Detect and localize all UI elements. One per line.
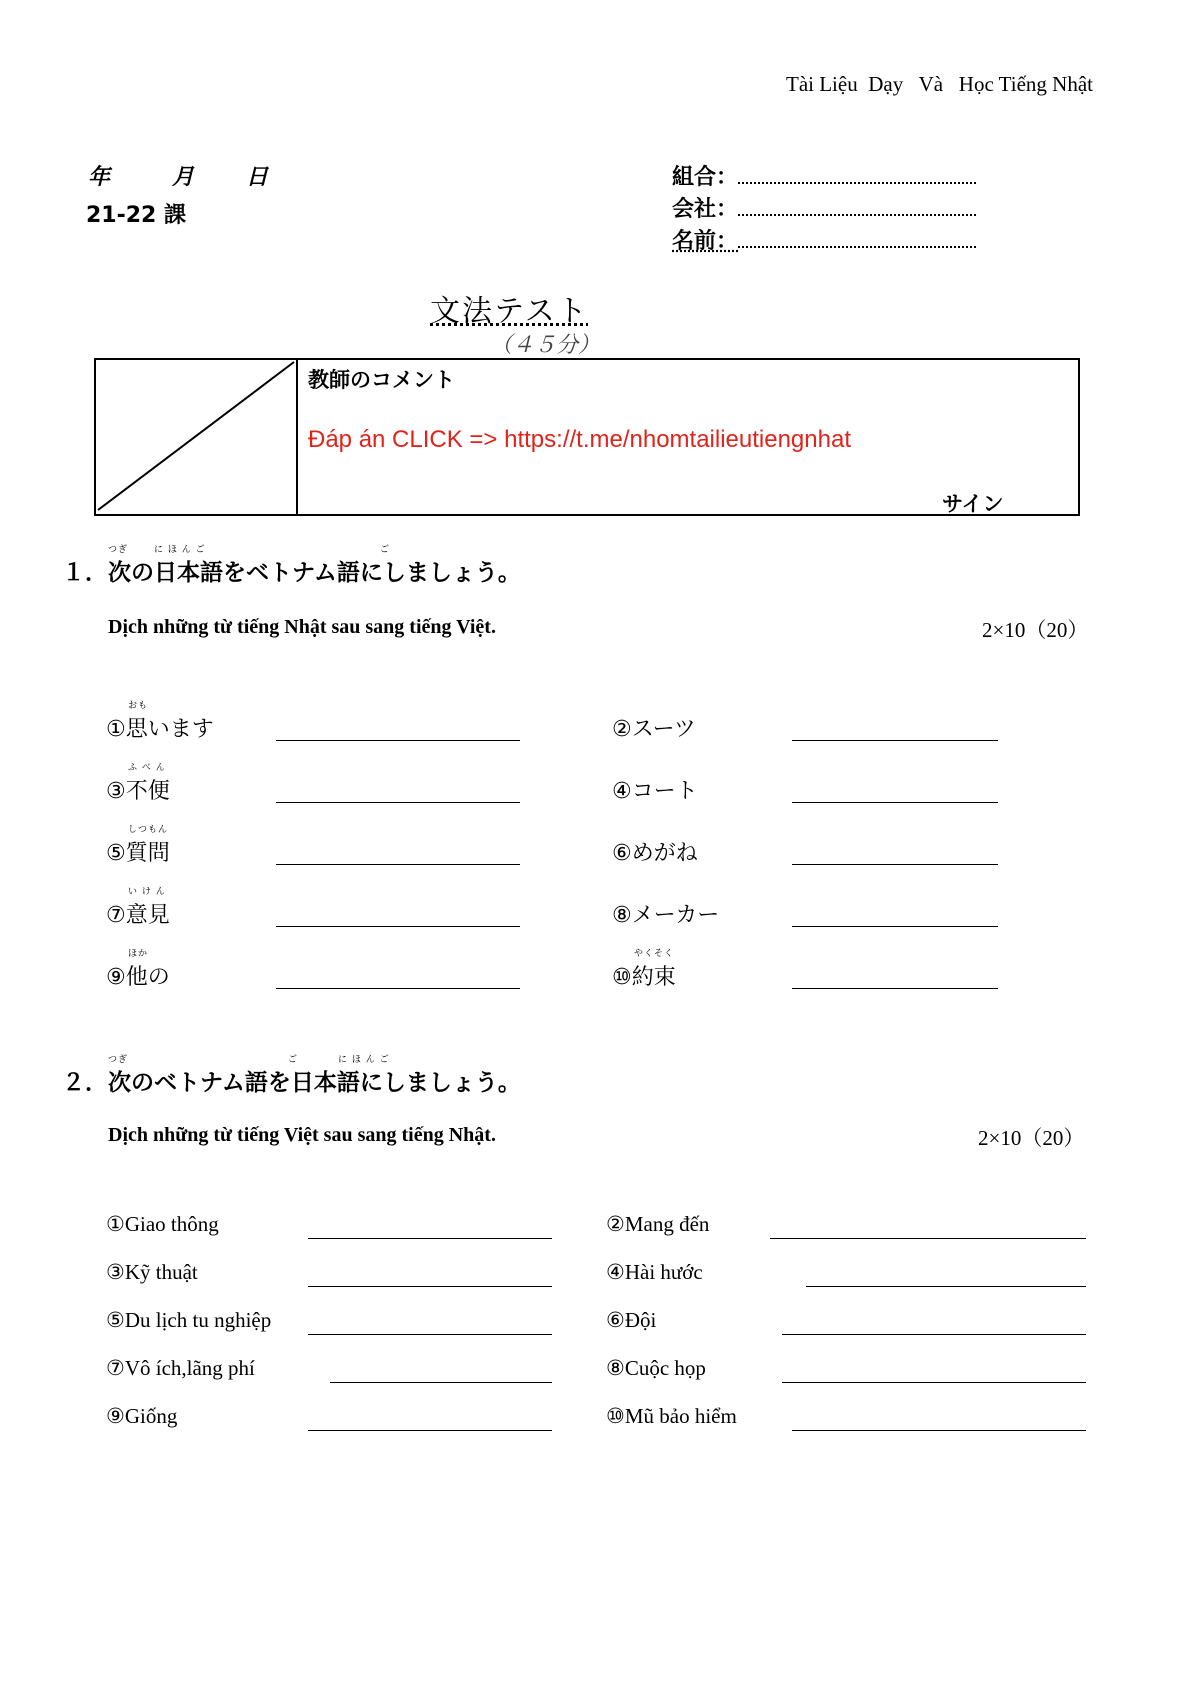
answer-line[interactable] — [792, 1430, 1086, 1431]
answer-line[interactable] — [770, 1238, 1086, 1239]
comment-box — [94, 358, 1080, 516]
answer-line[interactable] — [308, 1286, 552, 1287]
item-ruby: ほか — [128, 949, 149, 959]
answer-line[interactable] — [782, 1382, 1086, 1383]
item-ruby: しつもん — [128, 825, 169, 835]
answer-line[interactable] — [792, 926, 998, 927]
section1-title: １．次の日本語をベトナム語にしましょう。 — [62, 560, 521, 586]
item-text: ⑩Mũ bảo hiểm — [606, 1404, 737, 1428]
answer-line[interactable] — [792, 802, 998, 803]
item-text: ③Kỹ thuật — [106, 1260, 198, 1284]
date-month: 月 — [172, 165, 195, 190]
section2-ruby-nihongo: に ほ ん ご — [338, 1055, 390, 1065]
item-ruby: ふ べ ん — [128, 763, 166, 773]
section2-ruby-go: ご — [288, 1055, 299, 1065]
answer-line[interactable] — [308, 1334, 552, 1335]
answer-link[interactable]: Đáp án CLICK => https://t.me/nhomtailieutiengnhat — [308, 426, 851, 453]
item-ruby: おも — [128, 701, 149, 711]
item-text: ②Mang đến — [606, 1212, 710, 1236]
field-union-label: 組合： — [672, 165, 739, 190]
answer-line[interactable] — [276, 988, 520, 989]
answer-line[interactable] — [792, 740, 998, 741]
signature-label: サイン — [942, 492, 1004, 516]
item-text: ④Hài hước — [606, 1260, 703, 1284]
answer-line[interactable] — [330, 1382, 552, 1383]
item-text: ①Giao thông — [106, 1212, 219, 1236]
field-name-line[interactable] — [738, 245, 976, 248]
section1-ruby-go: ご — [380, 545, 391, 555]
item-text: ⑨他の — [106, 965, 170, 990]
answer-line[interactable] — [792, 864, 998, 865]
section2-score: 2×10（20） — [978, 1126, 1085, 1150]
answer-line[interactable] — [308, 1238, 552, 1239]
page-subtitle: （４５分） — [490, 333, 601, 358]
item-text: ⑩約束 — [612, 965, 676, 990]
item-text: ⑦意見 — [106, 903, 170, 928]
answer-line[interactable] — [792, 988, 998, 989]
item-text: ②スーツ — [612, 717, 696, 742]
date-year: 年 — [88, 165, 111, 190]
item-text: ⑥Đội — [606, 1308, 657, 1332]
field-union-line[interactable] — [738, 181, 976, 184]
item-text: ⑦Vô ích,lãng phí — [106, 1356, 255, 1380]
page-title — [430, 286, 589, 330]
section1-score: 2×10（20） — [982, 618, 1089, 642]
section1-ruby-nihongo: に ほ ん ご — [154, 545, 206, 555]
item-text: ⑧メーカー — [612, 903, 720, 928]
section1-ruby-tsugi: つぎ — [108, 545, 129, 555]
item-text: ①思います — [106, 717, 214, 742]
answer-line[interactable] — [276, 926, 520, 927]
section1-instruction: Dịch những từ tiếng Nhật sau sang tiếng Việt. — [108, 616, 496, 638]
item-text: ③不便 — [106, 779, 170, 804]
answer-line[interactable] — [276, 740, 520, 741]
field-union — [672, 160, 976, 191]
answer-line[interactable] — [806, 1286, 1086, 1287]
item-text: ④コート — [612, 779, 698, 804]
item-text: ⑤Du lịch tu nghiệp — [106, 1308, 272, 1332]
field-name — [672, 224, 976, 255]
date-day: 日 — [246, 165, 269, 190]
section2-instruction: Dịch những từ tiếng Việt sau sang tiếng Nhật. — [108, 1124, 496, 1146]
site-header-label: Tài Liệu Dạy Và Học Tiếng Nhật — [786, 72, 1093, 96]
item-text: ⑨Giống — [106, 1404, 178, 1428]
comment-box-divider — [296, 360, 298, 514]
lesson-number: 21-22 課 — [86, 203, 187, 228]
answer-line[interactable] — [276, 864, 520, 865]
item-ruby: やくそく — [634, 949, 675, 959]
answer-line[interactable] — [276, 802, 520, 803]
answer-line[interactable] — [308, 1430, 552, 1431]
field-company — [672, 192, 976, 223]
item-text: ⑧Cuộc họp — [606, 1356, 706, 1380]
section2-ruby-tsugi: つぎ — [108, 1055, 129, 1065]
section2-title: ２．次のベトナム語を日本語にしましょう。 — [62, 1070, 521, 1096]
field-company-line[interactable] — [738, 213, 976, 216]
item-text: ⑥めがね — [612, 841, 698, 866]
item-ruby: い け ん — [128, 887, 166, 897]
page-title-text: 文法テスト — [430, 294, 589, 329]
answer-line[interactable] — [782, 1334, 1086, 1335]
teacher-comment-heading: 教師のコメント — [308, 368, 455, 392]
item-text: ⑤質問 — [106, 841, 170, 866]
field-company-label: 会社： — [672, 197, 739, 222]
field-name-label: 名前： — [672, 229, 739, 254]
diagonal-slash — [96, 360, 296, 514]
